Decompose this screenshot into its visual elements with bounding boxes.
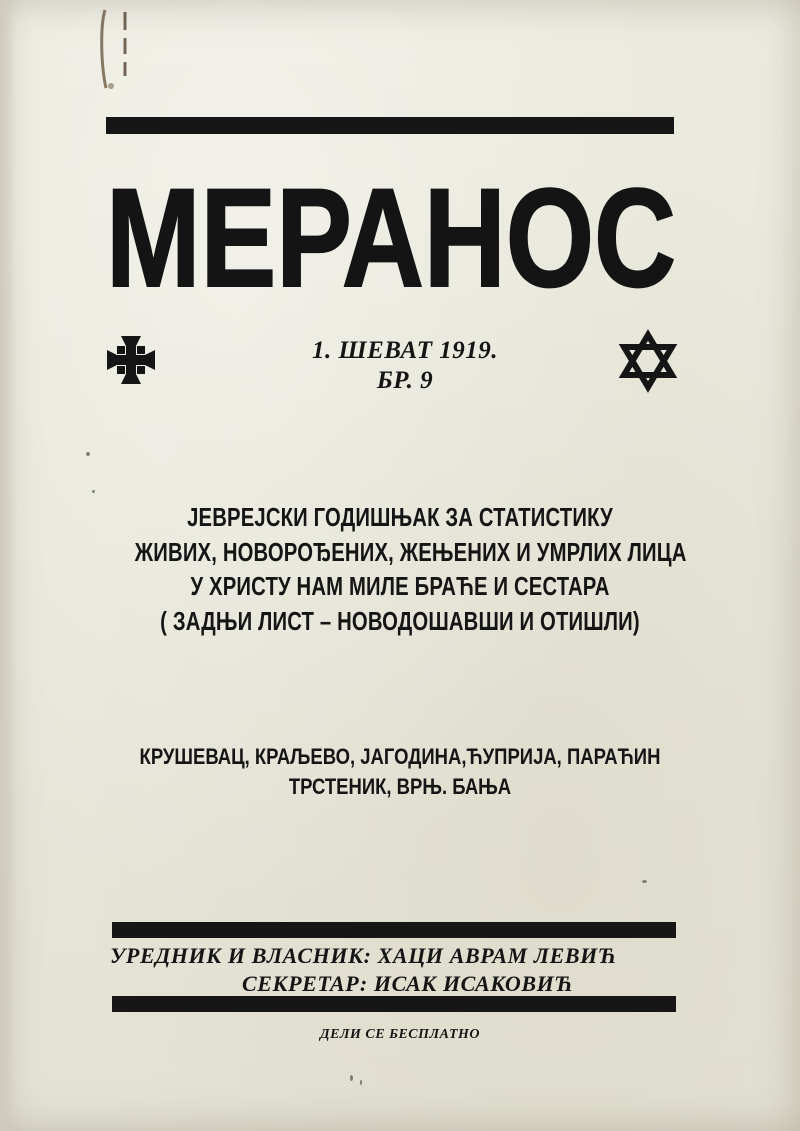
star-of-david-icon [619,330,677,392]
subtitle-line: ЖИВИХ, НОВОРОЂЕНИХ, ЖЕЊЕНИХ И УМРЛИХ ЛИЦА [134,536,687,567]
binding-stitch-icon [97,6,131,92]
subtitle-line: ЈЕВРЕЈСКИ ГОДИШЊАК ЗА СТАТИСТИКУ [187,502,613,532]
secretary-line: СЕКРЕТАР: ИСАК ИСАКОВИЋ [242,971,573,996]
ink-speck [92,490,95,493]
subtitle-line: У ХРИСТУ НАМ МИЛЕ БРАЋЕ И СЕСТАРА [190,571,610,601]
free-distribution-note: ДЕЛИ СЕ БЕСПЛАТНО [320,1027,480,1042]
towns-block [114,742,685,802]
staff-top-rule [112,922,676,938]
issue-info [220,336,590,396]
ink-speck [360,1080,362,1085]
ink-speck [86,452,90,456]
towns-line: КРУШЕВАЦ, КРАЉЕВО, ЈАГОДИНА,ЋУПРИЈА, ПАРАЋИН [139,744,661,769]
cross-icon [107,334,155,386]
issue-date: 1. ШЕВАТ 1919. [311,337,499,364]
top-rule [106,117,674,134]
ink-speck [642,880,647,883]
issue-number: БР. 9 [376,367,434,394]
subtitle-block [134,500,687,638]
ink-speck [350,1075,353,1081]
masthead-text: МЕРАНОС [106,159,676,316]
masthead-title [102,159,680,316]
staff-bottom-rule [112,996,676,1012]
towns-line: ТРСТЕНИК, ВРЊ. БАЊА [288,774,512,799]
editor-line: УРЕДНИК И ВЛАСНИК: ХАЦИ АВРАМ ЛЕВИЋ [110,943,617,968]
paper-edge [0,0,16,1131]
subtitle-line: ( ЗАДЊИ ЛИСТ – НОВОДОШАВШИ И ОТИШЛИ) [160,605,640,636]
